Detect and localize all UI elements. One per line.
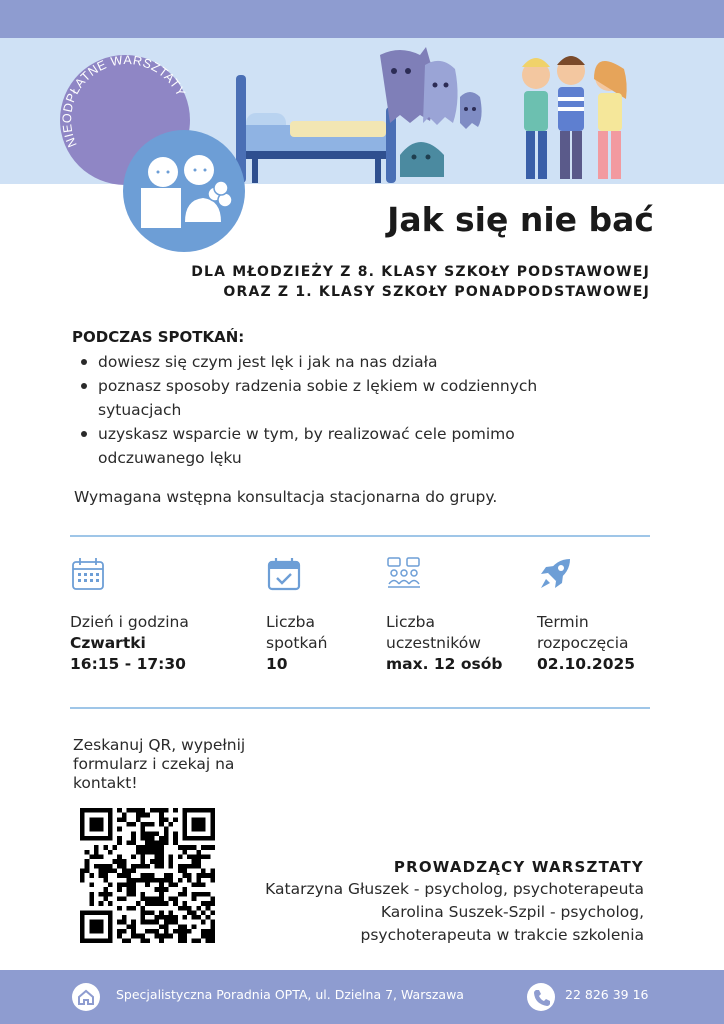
participants-value: max. 12 osób <box>386 655 503 673</box>
scan-line-1: Zeskanuj QR, wypełnij <box>73 736 246 754</box>
sessions-label-2: spotkań <box>266 634 328 652</box>
info-sessions <box>266 556 376 675</box>
audience-subtitle <box>191 262 650 302</box>
sessions-label-1: Liczba <box>266 613 315 631</box>
scan-line-2: formularz i czekaj na <box>73 755 235 773</box>
start-label-1: Termin <box>537 613 589 631</box>
organization-logo <box>123 130 245 252</box>
list-item: uzyskasz wsparcie w tym, by realizować cele pomimo odczuwanego lęku <box>80 422 560 470</box>
rocket-icon <box>537 556 573 592</box>
bed-illustration <box>236 75 396 183</box>
audience-line-2: ORAZ Z 1. KLASY SZKOŁY PONADPODSTAWOWEJ <box>223 284 650 300</box>
leader-line-1: Katarzyna Głuszek - psycholog, psychoterapeuta <box>265 880 644 898</box>
calendar-check-icon <box>266 556 302 592</box>
day-time-label: Dzień i godzina <box>70 613 189 631</box>
footer-phone: 22 826 39 16 <box>565 987 649 1002</box>
time-value: 16:15 - 17:30 <box>70 655 186 673</box>
qr-code[interactable] <box>80 808 215 943</box>
list-item: poznasz sposoby radzenia sobie z lękiem w codziennych sytuacjach <box>80 374 600 422</box>
divider-top <box>70 535 650 537</box>
svg-text:NIEODPŁATNE WARSZTATY: NIEODPŁATNE WARSZTATY <box>59 53 189 150</box>
leader-line-3: psychoterapeuta w trakcie szkolenia <box>360 926 644 944</box>
footer <box>0 970 724 1024</box>
group-chat-icon <box>386 556 422 592</box>
info-day-time <box>70 556 250 675</box>
start-label-2: rozpoczęcia <box>537 634 629 652</box>
children-illustration <box>522 56 627 179</box>
leader-line-2: Karolina Suszek-Szpil - psycholog, <box>380 903 644 921</box>
consultation-requirement: Wymagana wstępna konsultacja stacjonarna do grupy. <box>74 488 498 506</box>
audience-line-1: DLA MŁODZIEŻY Z 8. KLASY SZKOŁY PODSTAWOWEJ <box>191 264 650 280</box>
hero-illustration <box>230 45 670 185</box>
page-title: Jak się nie bać <box>387 200 654 239</box>
meetings-list <box>72 350 672 470</box>
list-item: dowiesz się czym jest lęk i jak na nas działa <box>80 350 600 374</box>
divider-bottom <box>70 707 650 709</box>
meetings-section <box>72 328 672 470</box>
info-participants <box>386 556 526 675</box>
scan-line-3: kontakt! <box>73 774 138 792</box>
workshop-leaders <box>265 858 644 947</box>
leaders-heading: PROWADZĄCY WARSZTATY <box>393 858 644 876</box>
start-value: 02.10.2025 <box>537 655 636 673</box>
participants-label-2: uczestników <box>386 634 481 652</box>
info-start-date <box>537 556 667 675</box>
scan-instructions <box>73 736 293 793</box>
sessions-value: 10 <box>266 655 288 673</box>
meetings-heading: PODCZAS SPOTKAŃ: <box>72 328 245 346</box>
phone-icon <box>527 983 555 1011</box>
day-value: Czwartki <box>70 634 146 652</box>
footer-address: Specjalistyczna Poradnia OPTA, ul. Dzielna 7, Warszawa <box>116 987 464 1002</box>
calendar-icon <box>70 556 106 592</box>
participants-label-1: Liczba <box>386 613 435 631</box>
top-band <box>0 0 724 38</box>
home-icon <box>72 983 100 1011</box>
